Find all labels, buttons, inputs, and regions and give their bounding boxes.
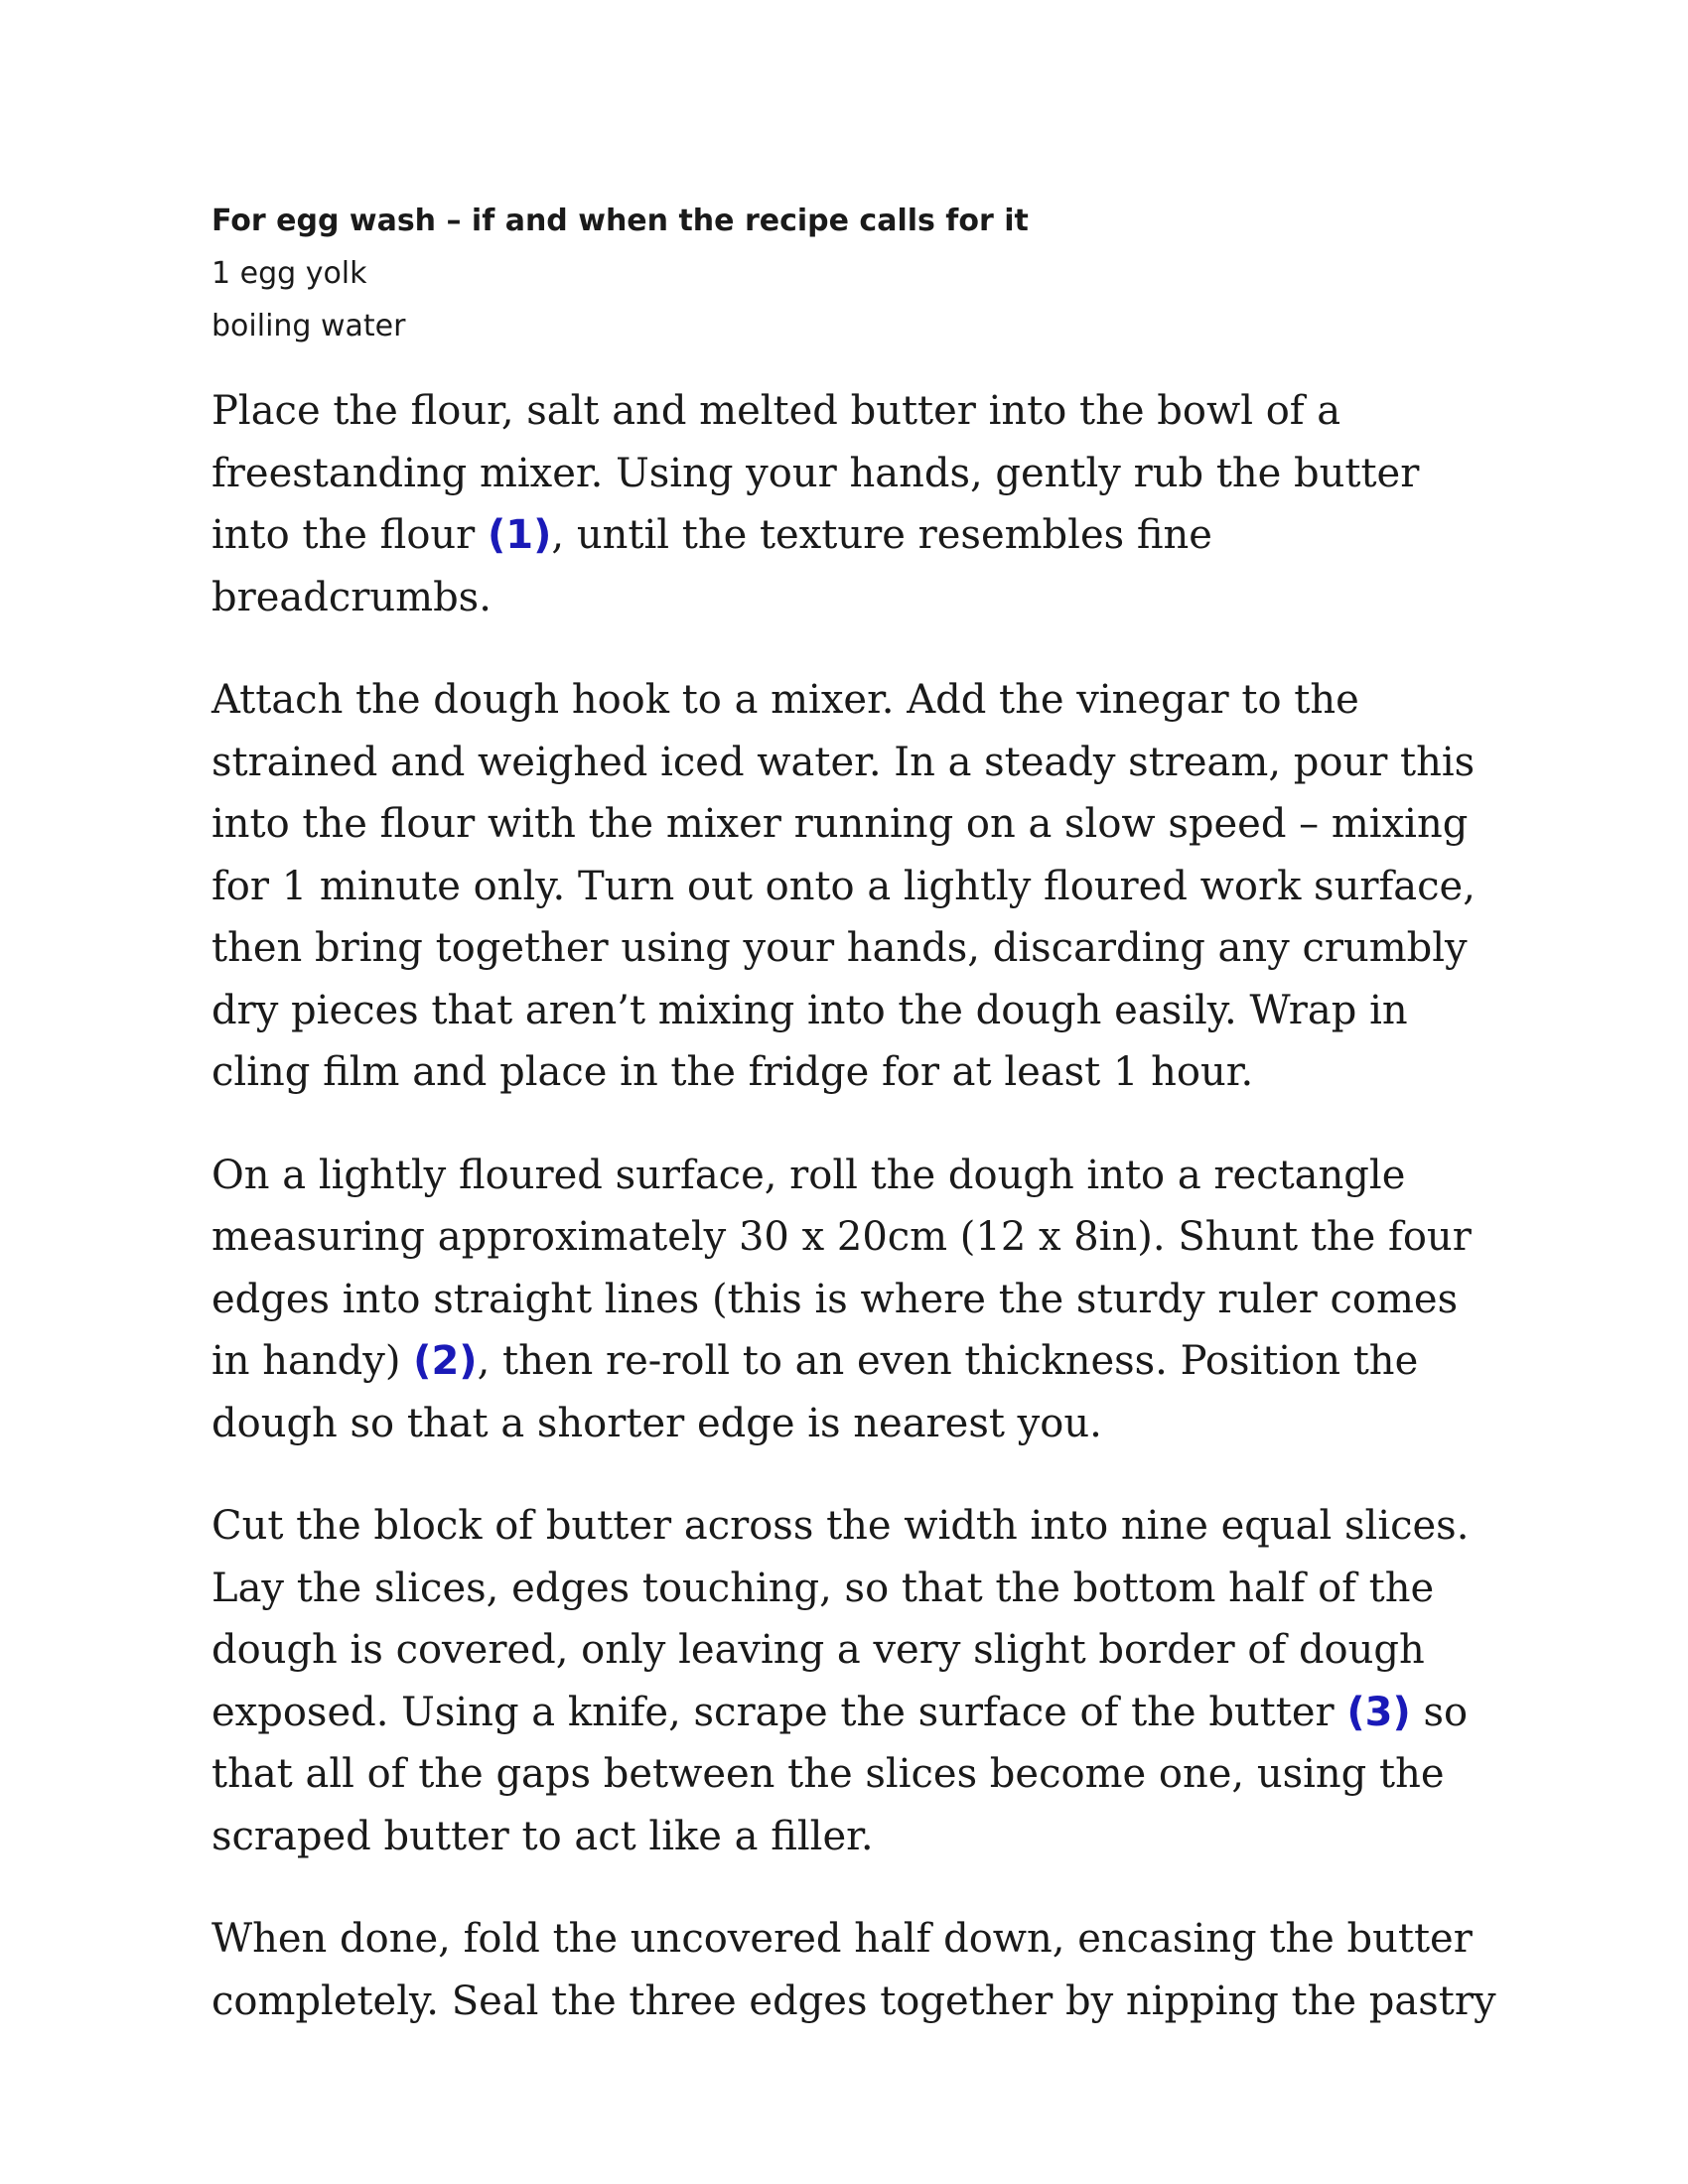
paragraph-text: On a lightly floured surface, roll the dough into a rectangle measuring approximately 30 x 20cm (12 x 8in). Shunt the four edges into straight lines (this is where the sturdy ruler comes in handy) (211, 1152, 1472, 1384)
method-paragraph-4 (211, 1495, 1502, 1867)
egg-wash-ingredients (211, 195, 1502, 352)
paragraph-text: When done, fold the uncovered half down, encasing the butter completely. Seal the three edges together by nipping the pastry (211, 1916, 1496, 2024)
paragraph-text: so that all of the gaps between the slices become one, using the scraped butter to act like a filler. (211, 1689, 1469, 1859)
method-paragraph-1 (211, 380, 1502, 628)
paragraph-text: , until the texture resembles fine breadcrumbs. (211, 512, 1212, 620)
paragraph-text: Cut the block of butter across the width into nine equal slices. Lay the slices, edges touching, so that the bottom half of the dough is covered, only leaving a very slight border of dough exposed. Using a knife, scrape the surface of the butter (211, 1503, 1470, 1735)
paragraph-text: Place the flour, salt and melted butter into the bowl of a freestanding mixer. Using your hands, gently rub the butter into the flour (211, 388, 1420, 558)
ingredient-item: boiling water (211, 309, 406, 343)
ingredients-heading: For egg wash – if and when the recipe calls for it (211, 204, 1029, 238)
step-photo-link-3[interactable]: (3) (1346, 1689, 1411, 1735)
paragraph-text: , then re-roll to an even thickness. Position the dough so that a shorter edge is nearest you. (211, 1338, 1419, 1446)
recipe-page (211, 195, 1502, 2073)
step-photo-link-2[interactable]: (2) (413, 1338, 478, 1384)
paragraph-text: Attach the dough hook to a mixer. Add the vinegar to the strained and weighed iced water. In a steady stream, pour this into the flour with the mixer running on a slow speed – mixing for 1 minute only. Turn out onto a lightly floured work surface, then bring together using your hands, discarding any crumbly dry pieces that aren’t mixing into the dough easily. Wrap in cling film and place in the fridge for at least 1 hour. (211, 677, 1476, 1095)
step-photo-link-1[interactable]: (1) (488, 512, 552, 558)
method-steps (211, 380, 1502, 2032)
method-paragraph-2 (211, 669, 1502, 1104)
method-paragraph-5 (211, 1908, 1502, 2032)
ingredient-item: 1 egg yolk (211, 256, 367, 291)
method-paragraph-3 (211, 1145, 1502, 1455)
